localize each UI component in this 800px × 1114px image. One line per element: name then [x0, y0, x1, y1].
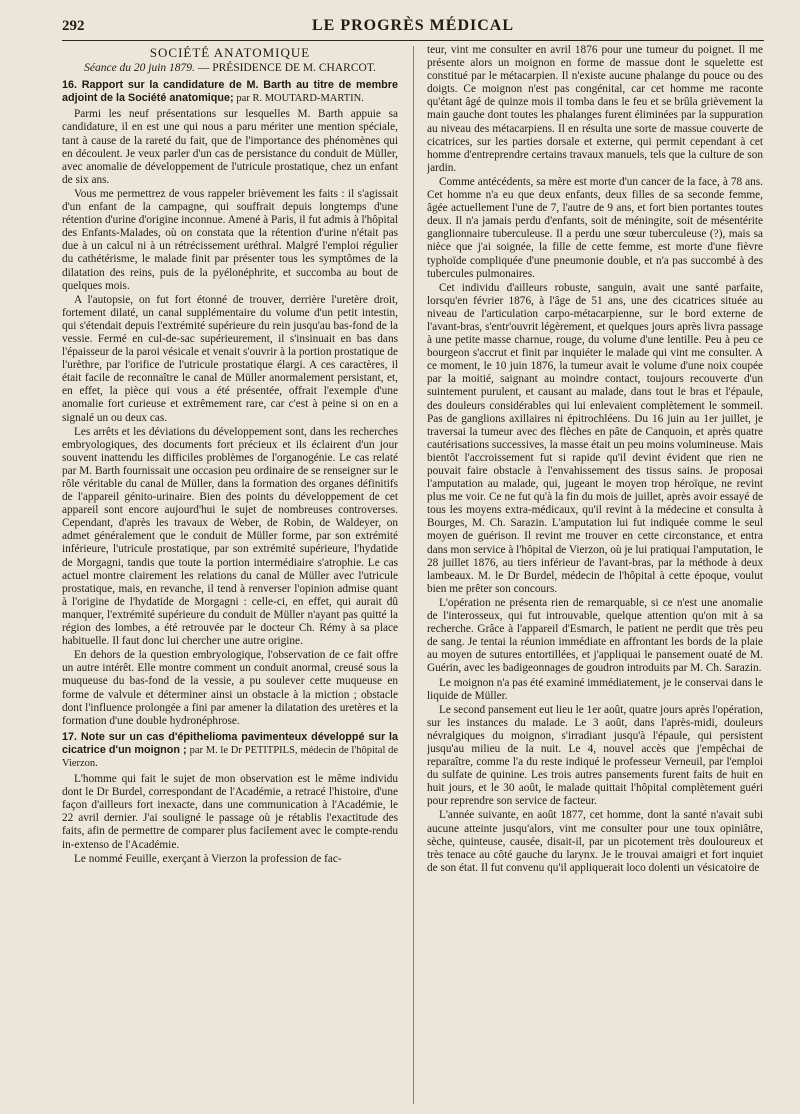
paragraph: En dehors de la question embryologique, l'observation de ce fait offre un autre intérêt. Elle montre comment un conduit anormal, creusé sous la muqueuse du bas-fond de la vessie, a pu soulever cette muqueuse en forme de valvule et déterminer ainsi un obstacle à la miction ; obstacle dont l'influence prolongée a fini par amener la dilatation des uretères et la formation d'une double hydronéphrose. [62, 649, 398, 727]
paragraph: Parmi les neuf présentations sur lesquelles M. Barth appuie sa candidature, il en est une qui nous a paru mériter une mention spéciale, tant à cause de la rareté du fait, que de l'importance des phénomènes qui en découlent. Je veux parler d'un cas de persistance du conduit de Müller, avec anomalie de développement de l'utricule prostatique, chez un enfant de six ans. [62, 108, 398, 186]
article-17-author-suffix: médecin de l'hôpital de Vierzon. [62, 744, 398, 769]
article-17-author-prefix: par M. le Dr [189, 744, 242, 756]
paragraph: teur, vint me consulter en avril 1876 pour une tumeur du poignet. Il me présente alors un moignon en forme de massue dont le squelette est constitué par le métacarpien. Il n'existe aucune phalange du pouce ou des doigts. Ce moignon n'est pas congénital, car cet homme me raconte qu'étant âgé de quinze mois il tomba dans le feu et se brûla grièvement la main gauche dont toutes les phalanges furent éliminées par la suppuration au niveau des métacarpiens. Il en résulta une sorte de massue couverte de cicatrices, sur les parties dorsale et externe, qui permit cependant à cet homme d'entreprendre certains travaux manuels, tels que la culture de son jardin. [427, 44, 763, 174]
article-17-title: 17. Note sur un cas d'épithelioma pavimenteux développé sur la cicatrice d'un moignon ; [62, 730, 398, 756]
paragraph: Vous me permettrez de vous rappeler brièvement les faits : il s'agissait d'un enfant de la campagne, qui souffrait depuis longtemps d'une rétention d'urine d'origine inconnue. Amené à Paris, il fut admis à l'hôpital des Enfants-Malades, où on constata que la rétention d'urine n'était pas due à un calcul ni à un rétrécissement uréthral. Malgré l'emploi régulier du cathétérisme, le malade finit par présenter tous les symptômes de la dilatation des reins, puis de la pyélonéphrite, et succomba au bout de quelques mois. [62, 187, 398, 292]
article-16-author: par R. MOUTARD-MARTIN. [236, 93, 364, 105]
paragraph: Le second pansement eut lieu le 1er août, quatre jours après l'opération, sur les instances du malade. Le 3 août, dans l'après-midi, douleurs névralgiques du moignon, s'irradiant jusqu'à l'épaule, qui persistent jusqu'au milieu de la nuit. Le 4, nouvel accès que j'empêchai de reparaître, comme l'a du reste indiqué le professeur Verneuil, par l'emploi du sulfate de quinine. Les trois autres pansements furent faits de huit en huit jours, et le 30 août, le malade quittait l'hôpital complètement guéri pour reprendre son service de facteur. [427, 703, 763, 808]
column-divider [413, 46, 414, 1104]
article-17-heading [62, 731, 398, 770]
session-date: Séance du 20 juin 1879. [84, 62, 195, 75]
section-title: SOCIÉTÉ ANATOMIQUE [149, 45, 311, 60]
paragraph: L'année suivante, en août 1877, cet homme, dont la santé n'avait subi aucune atteinte jusqu'alors, vint me consulter pour une toux opiniâtre, sèche, quinteuse, causée, disait-il, par un picotement très douloureux et très tenace au côté gauche du larynx. Je le trouvai amaigri et fort inquiet de son état. Il fut convenu qu'il appliquerait loco dolenti un vésicatoire de [427, 809, 763, 874]
paragraph: A l'autopsie, on fut fort étonné de trouver, derrière l'uretère droit, fortement dilaté, un canal supplémentaire du volume d'un petit intestin, qui s'étendait depuis l'extrémité supérieure du rein jusqu'au bas-fond de la vessie. Fermé en cul-de-sac supérieurement, il s'insinuait en bas dans l'épaisseur de la paroi vésicale et venait s'ouvrir à la portion prostatique de l'urèthre, par l'orifice de l'utricule prostatique élargi. A ces caractères, il était facile de reconnaître le canal de Müller anormalement persistant, et, en effet, la pièce qui vous a été présentée, offrait l'exemple d'une anomalie fort curieuse et extrêmement rare, car c'est à peine si on en a signalé un ou deux cas. [62, 293, 398, 424]
running-title: LE PROGRÈS MÉDICAL [311, 17, 515, 34]
session-president: — PRÉSIDENCE DE M. CHARCOT. [197, 62, 376, 75]
paragraph: Le nommé Feuille, exerçant à Vierzon la profession de fac- [74, 852, 342, 865]
left-column [62, 44, 398, 1106]
page-header [62, 14, 764, 41]
article-16-heading [62, 79, 398, 105]
article-16-title: 16. Rapport sur la candidature de M. Barth au titre de membre adjoint de la Société anatomique; [62, 79, 398, 105]
paragraph: Les arrêts et les déviations du développement sont, dans les recherches embryologiques, des documents fort précieux et ils éclairent d'un jour souvent inattendu les difficiles problèmes de l'organogénie. Le cas relaté par M. Barth fournissait une occasion peu ordinaire de se renseigner sur le rôle véritable du canal de Müller, dans la formation des organes définitifs de l'appareil génito-urinaire. Bien des points du développement de cet appareil sont encore aujourd'hui le sujet de nombreuses controverses. Cependant, d'après les travaux de Weber, de Robin, de Waldeyer, on admet généralement que le conduit de Müller forme, par son extrémité inférieure, l'utricule prostatique, par son extrémité supérieure, l'hydatide de Morgagni, tandis que toute la portion intermédiaire s'atrophie. Le cas actuel montre clairement les relations du canal de Müller avec l'utricule prostatique, mais, en revanche, il tend à renverser l'opinion admise quant à l'origine de l'hydatide de Morgagni : celle-ci, en effet, qui aurait dû manquer, l'extrémité supérieure du conduit de Müller n'ayant pas quitté la région des lombes, a été retrouvée par le docteur Ch. Rémy à sa place habituelle. Il faut donc lui chercher une autre origine. [62, 425, 398, 648]
session-line [62, 62, 398, 75]
paragraph: L'opération ne présenta rien de remarquable, si ce n'est une anomalie de l'interosseux, qui fut introuvable, quelque attention qu'on mit à sa recherche. Grâce à l'appareil d'Esmarch, le patient ne perdit que très peu de sang. Je tentai la réunion immédiate en affrontant les bords de la plaie au moyen de sutures entortillées, et j'appliquai le pansement ouaté de M. Guérin, avec les badigeonnages de goudron introduits par M. Ch. Sarazin. [427, 596, 763, 675]
right-column [427, 44, 763, 1106]
paragraph: Le moignon n'a pas été examiné immédiatement, je le conservai dans le liquide de Müller. [427, 676, 763, 702]
paragraph: L'homme qui fait le sujet de mon observation est le même individu dont le Dr Burdel, correspondant de l'Académie, a retracé l'histoire, d'une façon d'ailleurs fort inexacte, dans une communication à l'Académie, le 22 avril dernier. J'ai souligné le passage où je rétablis l'exactitude des faits, afin de permettre de comparer plus facilement avec le compte-rendu in-extenso de l'Académie. [62, 773, 398, 851]
paragraph: Cet individu d'ailleurs robuste, sanguin, avait une santé parfaite, lorsqu'en février 1876, à l'âge de 51 ans, une des cicatrices située au niveau de l'articulation carpo-métacarpienne, sur le bord externe de l'avant-bras, s'entr'ouvrit légèrement, et quelques jours après livra passage à une petite masse charnue, rouge, du volume d'une lentille. Peu à peu ce bourgeon s'accrut et finit par inquiéter le malade qui vint me consulter. A ce moment, le 10 juin 1876, la tumeur avait le volume d'une noix coupée par la moitié, saignant au moindre contact, toujours recouverte d'un suintement purulent, et causant au malade, dans tout le bras et l'épaule, des douleurs considérables qui lui enlevaient complètement le sommeil. Pas de ganglions axillaires ni épitrochléens. Du 16 juin au 1er juillet, je traversai la tumeur avec des flèches en pâte de Canquoin, et après quatre cautérisations successives, la masse était un peu moins volumineuse. Mais bientôt l'accroissement fut si rapide qu'il devint évident que rien ne pouvait faire obstacle à l'envahissement des tissus sains. Je proposai l'amputation au malade, qui, jugeant le moyen trop héroïque, ne revint plus me voir. Ce ne fut qu'à la fin du mois de juillet, après avoir essayé de tous les moyens extra-médicaux, qu'il revint à la médecine et consulta à Bourges, M. Ch. Sarazin. L'amputation lui fut indiquée comme le seul moyen de guérison. Il revint me trouver en cette circonstance, et entra dans mon service à l'hôpital de Vierzon, où je lui pratiquai l'amputation, le 28 juillet 1876, au tiers inférieur de l'avant-bras, par la méthode à deux lambeaux. M. le Dr Burdel, médecin de l'hôpital à cette époque, voulut bien me prêter son concours. [427, 281, 763, 595]
paragraph: Comme antécédents, sa mère est morte d'un cancer de la face, à 78 ans. Cet homme n'a eu que deux enfants, deux filles de sa seconde femme, âgée actuellement l'une de 7, l'autre de 9 ans, et fort bien portantes toutes deux. Il n'a jamais perdu d'enfants, soit de méningite, soit de mésentérite ganglionnaire tuberculeuse. Il a perdu une sœur tuberculeuse (?), mais sa nièce que j'ai soignée, la fille de cette femme, est morte d'une fièvre typhoïde compliquée d'une pneumonie double, et n'a pas succombé à des tubercules pulmonaires. [427, 175, 763, 280]
page-number: 292 [62, 18, 85, 34]
article-17-author-name: PETITPILS, [244, 744, 298, 756]
